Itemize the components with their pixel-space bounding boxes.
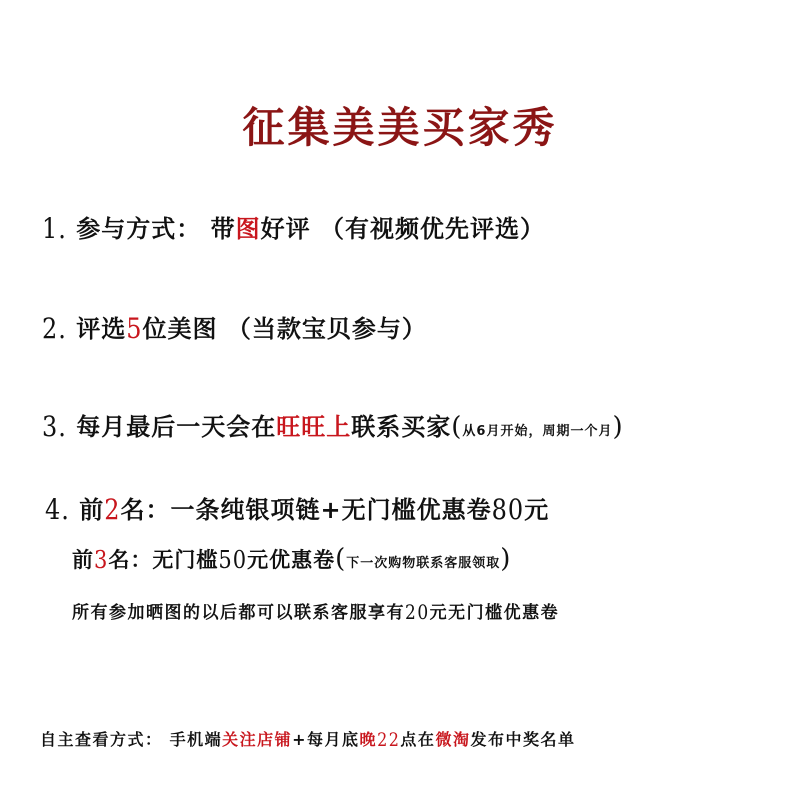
prize-first-rank: 2 xyxy=(104,493,121,527)
prize-second-amount: 50 xyxy=(218,546,248,574)
prize-all-amount: 20 xyxy=(405,601,430,625)
footer-label: 自主查看方式： xyxy=(40,730,163,749)
footer-highlight-a: 关注店铺 xyxy=(222,730,293,749)
poster-title: 征集美美买家秀 xyxy=(242,103,558,152)
prize-second-reward-a: 无门槛 xyxy=(152,548,219,572)
prize-first-reward: 一条纯银项链+无门槛优惠卷 xyxy=(170,496,492,524)
item-3-text-a: 每月最后一天会在 xyxy=(76,413,277,441)
prize-first-amount: 80 xyxy=(491,493,525,527)
prize-first-suffix: 名： xyxy=(120,496,171,524)
footer-notice xyxy=(40,726,575,754)
footer-highlight-c: 微淘 xyxy=(435,730,471,749)
prize-all xyxy=(72,598,559,628)
footer-text-a: 手机端 xyxy=(169,730,223,749)
prize-number: 4. xyxy=(45,493,70,527)
item-3-text-b: 联系买家 xyxy=(351,413,452,441)
prize-second-reward-b: 元优惠卷 xyxy=(247,548,336,572)
prize-second-note-open: ( xyxy=(335,544,347,574)
footer-text-c: 点在 xyxy=(400,730,436,749)
item-1-label: 参与方式： xyxy=(76,215,202,243)
prize-first xyxy=(45,493,549,527)
prize-second-note: 下一次购物联系客服领取 xyxy=(346,556,501,571)
item-3-note-close: ) xyxy=(612,412,624,442)
prize-second-prefix: 前 xyxy=(72,548,94,572)
item-3-note-open: ( xyxy=(451,412,463,442)
footer-highlight-b: 晚 xyxy=(359,730,378,749)
item-1-highlight: 图 xyxy=(235,215,261,243)
item-1-text-a: 带 xyxy=(210,215,236,243)
footer-number: 22 xyxy=(377,728,401,751)
item-3 xyxy=(42,410,624,449)
footer-text-b: +每月底 xyxy=(292,730,360,749)
prize-second-note-close: ) xyxy=(500,544,512,574)
item-1 xyxy=(42,212,545,246)
item-1-text-b: 好评 xyxy=(260,215,311,243)
item-2 xyxy=(42,312,427,346)
item-2-text-a: 评选 xyxy=(76,315,127,343)
item-2-number: 2. xyxy=(42,312,67,346)
prize-all-text-a: 所有参加晒图的以后都可以联系客服享有 xyxy=(72,603,405,623)
item-3-number: 3. xyxy=(42,410,67,444)
prize-second-rank: 3 xyxy=(94,546,109,574)
item-3-note: 从6月开始，周期一个月 xyxy=(462,424,613,439)
footer-text-d: 发布中奖名单 xyxy=(470,730,576,749)
prize-first-prefix: 前 xyxy=(79,496,105,524)
prize-second xyxy=(72,542,511,581)
prize-first-unit: 元 xyxy=(524,496,550,524)
prize-second-suffix: 名： xyxy=(108,548,153,572)
item-1-note: （有视频优先评选） xyxy=(319,215,545,243)
item-3-highlight: 旺旺上 xyxy=(276,413,352,441)
item-2-note: （当款宝贝参与） xyxy=(226,315,427,343)
item-2-text-b: 位美图 xyxy=(142,315,218,343)
prize-all-text-b: 元无门槛优惠卷 xyxy=(429,603,560,623)
item-1-number: 1. xyxy=(42,212,67,246)
item-2-highlight: 5 xyxy=(126,312,143,346)
